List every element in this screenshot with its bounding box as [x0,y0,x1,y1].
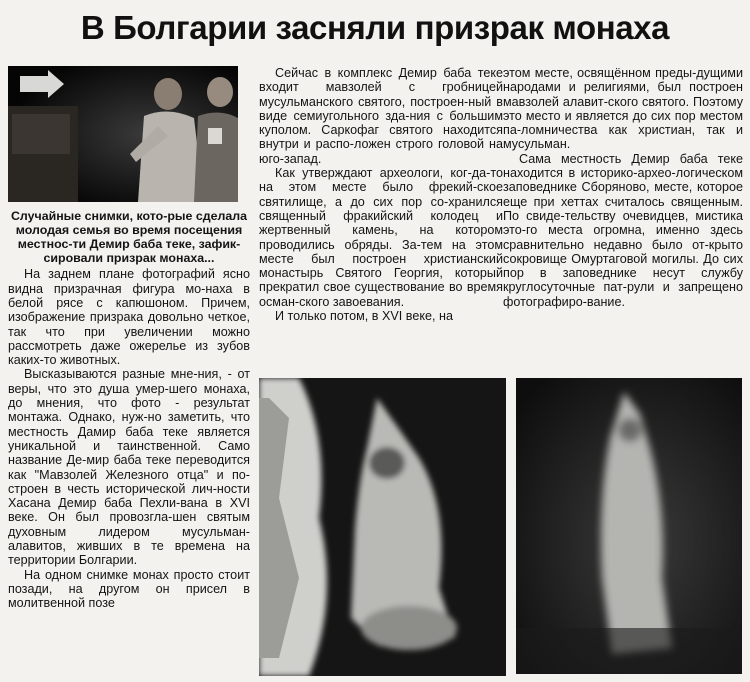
lead-paragraph: Случайные снимки, кото-рые сделала молодая семья во время посещения местнос-ти Демир баба теке, зафик-сировали призрак монаха... [10,209,248,266]
paragraph: Высказываются разные мне-ния, - от веры, что это душа умер-шего монаха, до мнения, что фото - результат монтажа. Однако, нуж-но заметить, что местность Дамир баба теке является уникальной и таинственной. Само название Де-мир баба теке переводится как "Мавзолей Железного отца" и по-строен в честь исторической лич-ности Хасана Демир баба Пехли-вана в XVI веке. Он был провозгла-шен святым духовным лидером мусульман-алавитов, живших в те времена на территории Болгарии. [8,367,250,568]
family-photo [8,66,238,202]
ghost-photo-standing [516,378,742,674]
paragraph: На одном снимке монах просто стоит позади, на другом он присел в молитвенной позе [8,567,250,611]
paragraph: И только потом, в XVI веке, на [275,309,453,324]
paragraph: Как утверждают археологи, ког-да-то на этом месте было фрекий-ское святилище, а до сих пор со-хранился священный фракийский колодец и жертвенный камень, на котором проводились обряды. За-тем на этом месте был построен христианский монастырь Святого Георгия, который прекратил свое существование во время осман-ского завоевания. [259,166,503,309]
column-3 [503,66,743,309]
paragraph: Сама местность Демир баба теке находится в историко-архео-логическом заповеднике Сборяново, месте, которое еще при хеттах считалось священным. По свиде-тельству очевидцев, мистика это-го места огромна, именно здесь сравнительно недавно было от-крыто сокровище Омуртаговой могилы. До сих пор в заповеднике несут службу круглосуточные пат-рули и запрещено фотографиро-вание. [503,151,743,309]
paragraph: На заднем плане фотографий ясно видна призрачная фигура мо-наха в белой рясе с капюшоном. Причем, изображение призрака довольно четкое, так что при увеличении можно рассмотреть даже ожерелье из зубов каких-то животных. [8,267,250,368]
ghost-photo-sitting [259,378,506,676]
paragraph: Сейчас в комплекс Демир баба теке входит мавзолей с гробницей мусульманского святого, построен-ный в виде семиугольного зда-ния с большим куполом. Саркофаг святого находится внутри и распо-ложен строго головой на юго-запад. [259,66,503,166]
paragraph: этом месте, освящённом преды-дущими народами и религиями, был построен мавзолей алавит-ского святого. Поэтому это место и является до сих пор местом па-ломничества как христиан, так и мусульман. [503,66,743,152]
column-2 [259,66,503,323]
headline: В Болгарии засняли призрак монаха [80,9,670,46]
column-1 [8,209,250,611]
